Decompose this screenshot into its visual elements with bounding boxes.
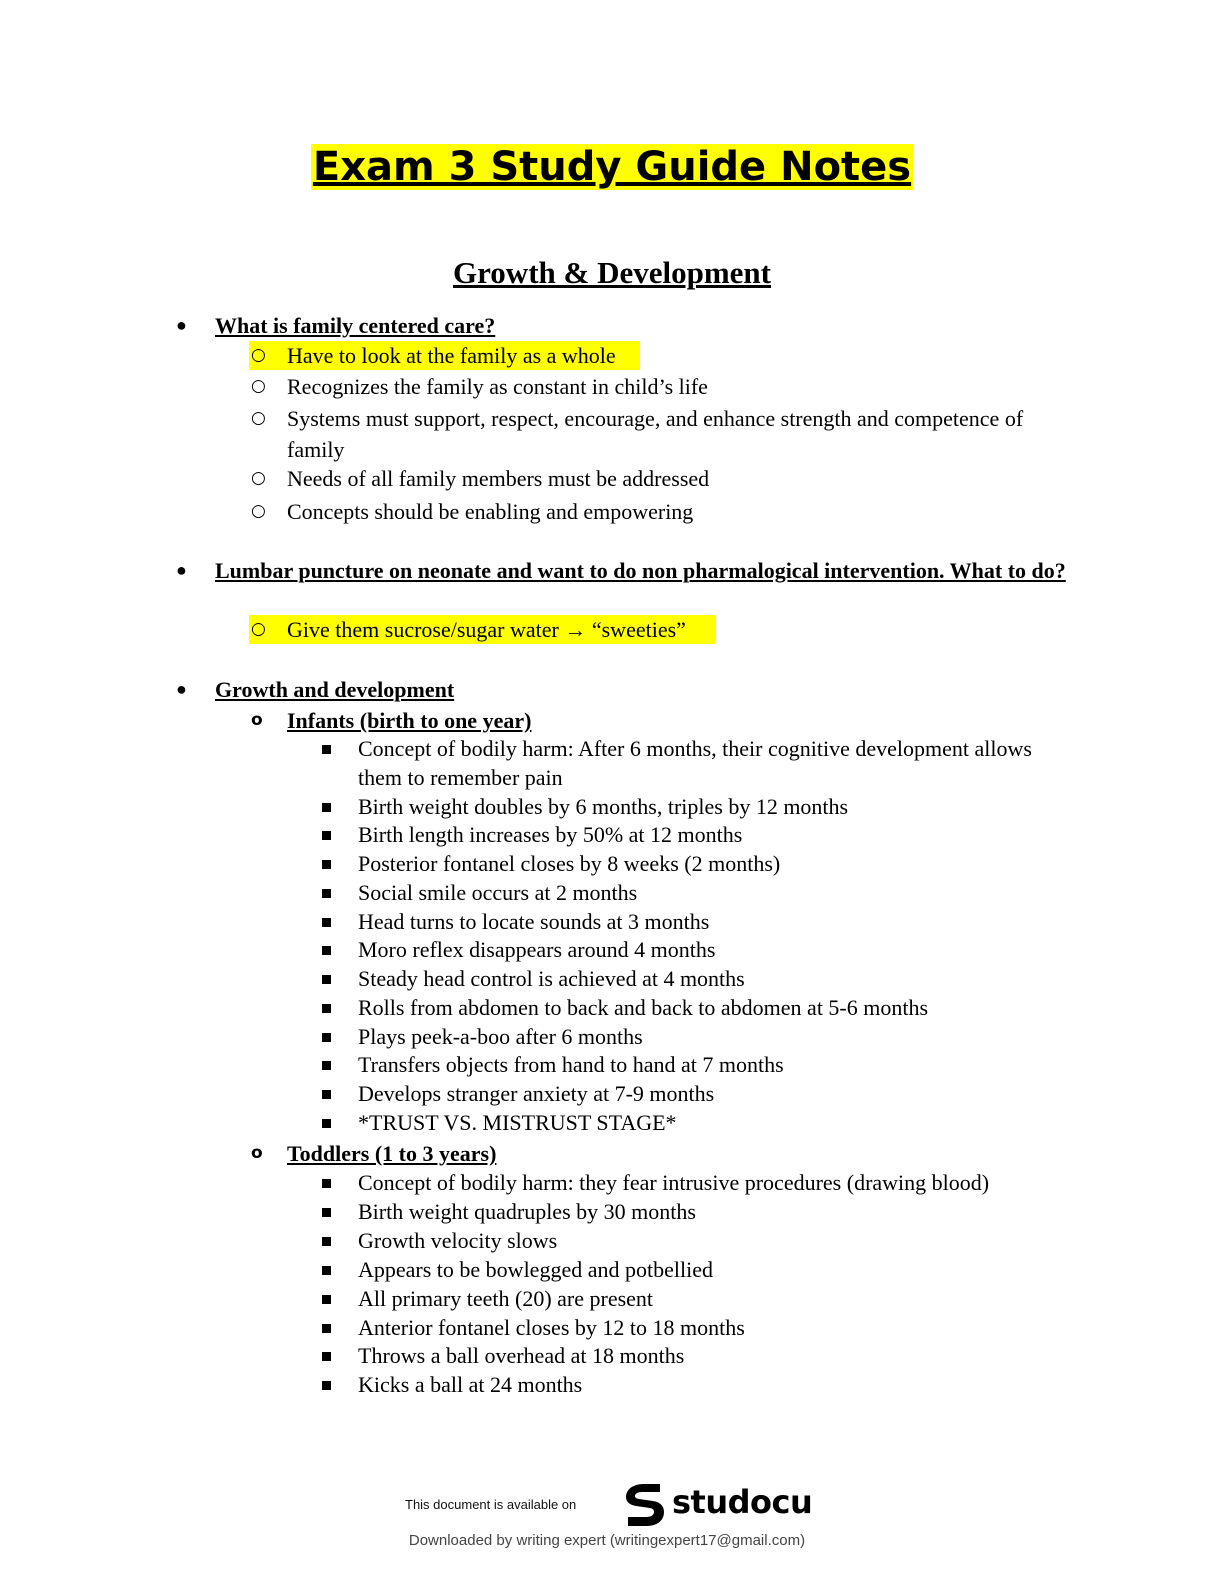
list-item: All primary teeth (20) are present bbox=[358, 1285, 654, 1311]
list-item: Give them sucrose/sugar water → “sweeties” bbox=[287, 617, 686, 642]
page-title bbox=[0, 140, 1224, 194]
list-item: Rolls from abdomen to back and back to abdomen at 5-6 months bbox=[358, 994, 929, 1020]
studocu-logo-icon bbox=[622, 1482, 666, 1528]
bullet-dot: ● bbox=[176, 679, 187, 699]
list-item: Throws a ball overhead at 18 months bbox=[358, 1343, 685, 1369]
question-heading: Lumbar puncture on neonate and want to do non pharmalogical intervention. What to do? bbox=[215, 558, 1066, 583]
list-item: Have to look at the family as a whole bbox=[287, 343, 616, 368]
bullet-circle: ○ bbox=[251, 345, 266, 365]
bullet-square bbox=[322, 1266, 331, 1275]
bullet-circle: ○ bbox=[251, 468, 266, 488]
list-item: Birth length increases by 50% at 12 months bbox=[358, 822, 743, 848]
bullet-square bbox=[322, 745, 331, 754]
bullet-square bbox=[322, 860, 331, 869]
page-title-text: Exam 3 Study Guide Notes bbox=[312, 144, 912, 190]
bullet-dot: ● bbox=[176, 560, 187, 580]
bullet-square bbox=[322, 1179, 331, 1188]
list-item: *TRUST VS. MISTRUST STAGE* bbox=[358, 1109, 677, 1135]
bullet-square bbox=[322, 1061, 331, 1070]
bullet-square bbox=[322, 1033, 331, 1042]
bullet-square bbox=[322, 918, 331, 927]
bullet-square bbox=[322, 975, 331, 984]
bullet-square bbox=[322, 1324, 331, 1333]
list-item: Systems must support, respect, encourage, and enhance strength and competence of family bbox=[287, 406, 1024, 462]
list-item: Concept of bodily harm: they fear intrusive procedures (drawing blood) bbox=[358, 1170, 990, 1195]
list-item: Transfers objects from hand to hand at 7 months bbox=[358, 1052, 784, 1078]
list-item: Steady head control is achieved at 4 months bbox=[358, 966, 745, 991]
bullet-circle: ○ bbox=[251, 501, 266, 521]
list-item: Posterior fontanel closes by 8 weeks (2 months) bbox=[358, 851, 781, 876]
bullet-square bbox=[322, 1352, 331, 1361]
bullet-dot: ● bbox=[176, 315, 187, 335]
studocu-wordmark: studocu bbox=[672, 1483, 813, 1521]
bullet-circle: ○ bbox=[251, 408, 266, 428]
bullet-square bbox=[322, 1004, 331, 1013]
list-item: Needs of all family members must be addressed bbox=[287, 466, 710, 491]
list-item: Head turns to locate sounds at 3 months bbox=[358, 908, 710, 934]
bullet-square bbox=[322, 946, 331, 955]
bullet-circle-bold: o bbox=[251, 1143, 263, 1163]
bullet-circle-bold: o bbox=[251, 710, 263, 730]
bullet-circle: ○ bbox=[251, 619, 266, 639]
bullet-square bbox=[322, 889, 331, 898]
list-item: Kicks a ball at 24 months bbox=[358, 1372, 583, 1398]
bullet-square bbox=[322, 1119, 331, 1128]
list-item: Birth weight doubles by 6 months, triples by 12 months bbox=[358, 793, 849, 819]
list-item: Recognizes the family as constant in child’s life bbox=[287, 374, 708, 399]
section-title: Growth & Development bbox=[453, 255, 771, 290]
list-item: Plays peek-a-boo after 6 months bbox=[358, 1023, 643, 1049]
bullet-square bbox=[322, 1208, 331, 1217]
list-item: Social smile occurs at 2 months bbox=[358, 879, 638, 905]
list-item: Concepts should be enabling and empowering bbox=[287, 499, 694, 524]
question-heading: What is family centered care? bbox=[215, 313, 496, 338]
bullet-square bbox=[322, 1295, 331, 1304]
list-item: Anterior fontanel closes by 12 to 18 months bbox=[358, 1314, 745, 1340]
list-item: Appears to be bowlegged and potbellied bbox=[358, 1256, 713, 1282]
bullet-square bbox=[322, 1237, 331, 1246]
list-item: Concept of bodily harm: After 6 months, their cognitive development allows them to remember pain bbox=[358, 736, 1032, 790]
bullet-square bbox=[322, 1090, 331, 1099]
bullet-square bbox=[322, 831, 331, 840]
subsection-heading-infants: Infants (birth to one year) bbox=[287, 708, 532, 733]
footer-available-text: This document is available on bbox=[405, 1497, 577, 1512]
section-heading: Growth and development bbox=[215, 677, 455, 702]
list-item: Growth velocity slows bbox=[358, 1227, 558, 1253]
list-item: Birth weight quadruples by 30 months bbox=[358, 1198, 696, 1224]
list-item: Moro reflex disappears around 4 months bbox=[358, 937, 716, 963]
list-item: Develops stranger anxiety at 7-9 months bbox=[358, 1081, 715, 1106]
bullet-square bbox=[322, 1381, 331, 1390]
bullet-circle: ○ bbox=[251, 376, 266, 396]
footer-downloaded-text: Downloaded by writing expert (writingexpert17@gmail.com) bbox=[408, 1532, 806, 1549]
bullet-square bbox=[322, 803, 331, 812]
subsection-heading-toddlers: Toddlers (1 to 3 years) bbox=[287, 1141, 497, 1166]
